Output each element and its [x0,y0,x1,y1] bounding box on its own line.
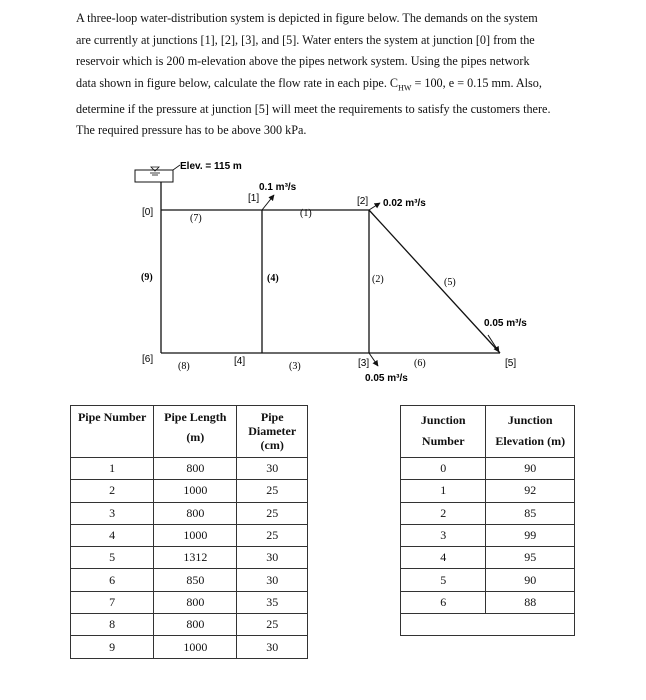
pipe-label-7: (7) [190,213,202,224]
header-pipe-diameter-unit: (cm) [260,438,284,452]
header-pipe-length-unit: (m) [186,430,205,444]
junction-number-cell: 0 [401,458,486,480]
pipe-length-cell: 800 [154,502,237,524]
pipe-label-5: (5) [444,277,456,288]
problem-line: reservoir which is 200 m-elevation above the pipes network system. Using the pipes network [76,54,530,69]
pipe-label-4: (4) [267,273,279,284]
pipe-5 [369,210,500,353]
header-junction-elevation-b: Elevation (m) [495,434,566,448]
table-row [401,502,575,524]
table-row [71,614,308,636]
demand-arrow-5 [488,335,499,352]
pipe-diameter-cell: 30 [237,636,308,658]
junction-elevation-cell: 90 [486,569,575,591]
junction-data-table [400,405,575,636]
table-row [71,458,308,480]
demand-label-3: 0.05 m³/s [365,373,408,384]
pipe-length-cell: 800 [154,614,237,636]
pipe-diameter-cell: 25 [237,502,308,524]
pipe-length-cell: 800 [154,591,237,613]
pipe-number-cell: 8 [71,614,154,636]
table-header-row [71,406,308,458]
elevation-label: Elev. = 115 m [180,161,242,172]
pipe-data-table [70,405,308,659]
header-junction-elevation-a: Junction [507,413,553,427]
table-row [401,569,575,591]
table-row [71,524,308,546]
junction-number-cell: 3 [401,524,486,546]
table-row [401,524,575,546]
header-pipe-diameter-label: Pipe Diameter [248,410,297,438]
junction-label-4: [4] [234,356,246,367]
junction-label-3: [3] [358,358,370,369]
pipe-diameter-cell: 30 [237,458,308,480]
header-junction-number [401,406,486,458]
problem-line-rest: = 100, e = 0.15 mm. Also, [411,75,542,90]
pipe-number-cell: 7 [71,591,154,613]
pipe-number-cell: 9 [71,636,154,658]
problem-line: are currently at junctions [1], [2], [3], and [5]. Water enters the system at junction [0] from the [76,32,535,47]
pipe-length-cell: 1000 [154,524,237,546]
junction-elevation-cell: 85 [486,502,575,524]
pipe-diameter-cell: 35 [237,591,308,613]
junction-elevation-cell: 88 [486,591,575,613]
header-pipe-diameter [237,406,308,458]
pipe-diameter-cell: 30 [237,547,308,569]
junction-number-cell: 1 [401,480,486,502]
junction-number-cell: 4 [401,547,486,569]
pipe-number-cell: 3 [71,502,154,524]
table-row [71,480,308,502]
pipe-number-cell: 5 [71,547,154,569]
table-header-row [401,406,575,458]
table-row [401,458,575,480]
table-row [71,569,308,591]
junction-elevation-cell: 90 [486,458,575,480]
junction-label-6: [6] [142,354,154,365]
junction-number-cell: 5 [401,569,486,591]
pipe-length-cell: 1312 [154,547,237,569]
problem-line: The required pressure has to be above 300 kPa. [76,123,307,138]
pipe-length-cell: 1000 [154,480,237,502]
demand-label-2: 0.02 m³/s [383,198,426,209]
junction-label-1: [1] [248,193,260,204]
table-row [401,591,575,613]
pipe-label-8: (8) [178,361,190,372]
header-junction-elevation [486,406,575,458]
junction-elevation-cell: 92 [486,480,575,502]
pipe-label-3: (3) [289,361,301,372]
demand-label-1: 0.1 m³/s [259,182,297,193]
pipe-number-cell: 6 [71,569,154,591]
table-row [401,547,575,569]
header-pipe-length [154,406,237,458]
pipe-label-2: (2) [372,274,384,285]
pipe-label-6: (6) [414,358,426,369]
empty-cell [401,614,575,636]
pipe-diameter-cell: 25 [237,480,308,502]
problem-line: A three-loop water-distribution system is depicted in figure below. The demands on the system [76,11,538,25]
table-row [71,636,308,658]
junction-label-5: [5] [505,358,517,369]
pipe-label-1: (1) [300,208,312,219]
pipe-label-9: (9) [141,272,153,283]
pipe-length-cell: 1000 [154,636,237,658]
demand-arrow-2 [369,203,380,210]
junction-number-cell: 6 [401,591,486,613]
table-row [401,480,575,502]
hw-subscript: HW [398,83,412,93]
demand-arrow-3 [369,353,378,366]
pipe-diameter-cell: 25 [237,524,308,546]
junction-label-0: [0] [142,207,154,218]
junction-number-cell: 2 [401,502,486,524]
pipe-length-cell: 850 [154,569,237,591]
problem-line: determine if the pressure at junction [5] will meet the requirements to satisfy the customers there. [76,101,551,116]
header-junction-number-b: Number [421,434,465,448]
pipe-number-cell: 2 [71,480,154,502]
junction-label-2: [2] [357,196,369,207]
table-row [71,502,308,524]
demand-arrow-1 [262,195,274,210]
problem-line-text: data shown in figure below, calculate the flow rate in each pipe. C [76,75,399,90]
table-row [71,547,308,569]
demand-label-5: 0.05 m³/s [484,318,527,329]
junction-elevation-cell: 99 [486,524,575,546]
pipe-number-cell: 4 [71,524,154,546]
header-pipe-number: Pipe Number [71,406,154,458]
table-row [71,591,308,613]
header-pipe-length-label: Pipe Length [164,410,227,424]
pipe-length-cell: 800 [154,458,237,480]
pipe-number-cell: 1 [71,458,154,480]
pipe-diameter-cell: 25 [237,614,308,636]
header-junction-number-a: Junction [420,413,466,427]
pipe-diameter-cell: 30 [237,569,308,591]
reservoir-icon [135,165,180,182]
junction-elevation-cell: 95 [486,547,575,569]
